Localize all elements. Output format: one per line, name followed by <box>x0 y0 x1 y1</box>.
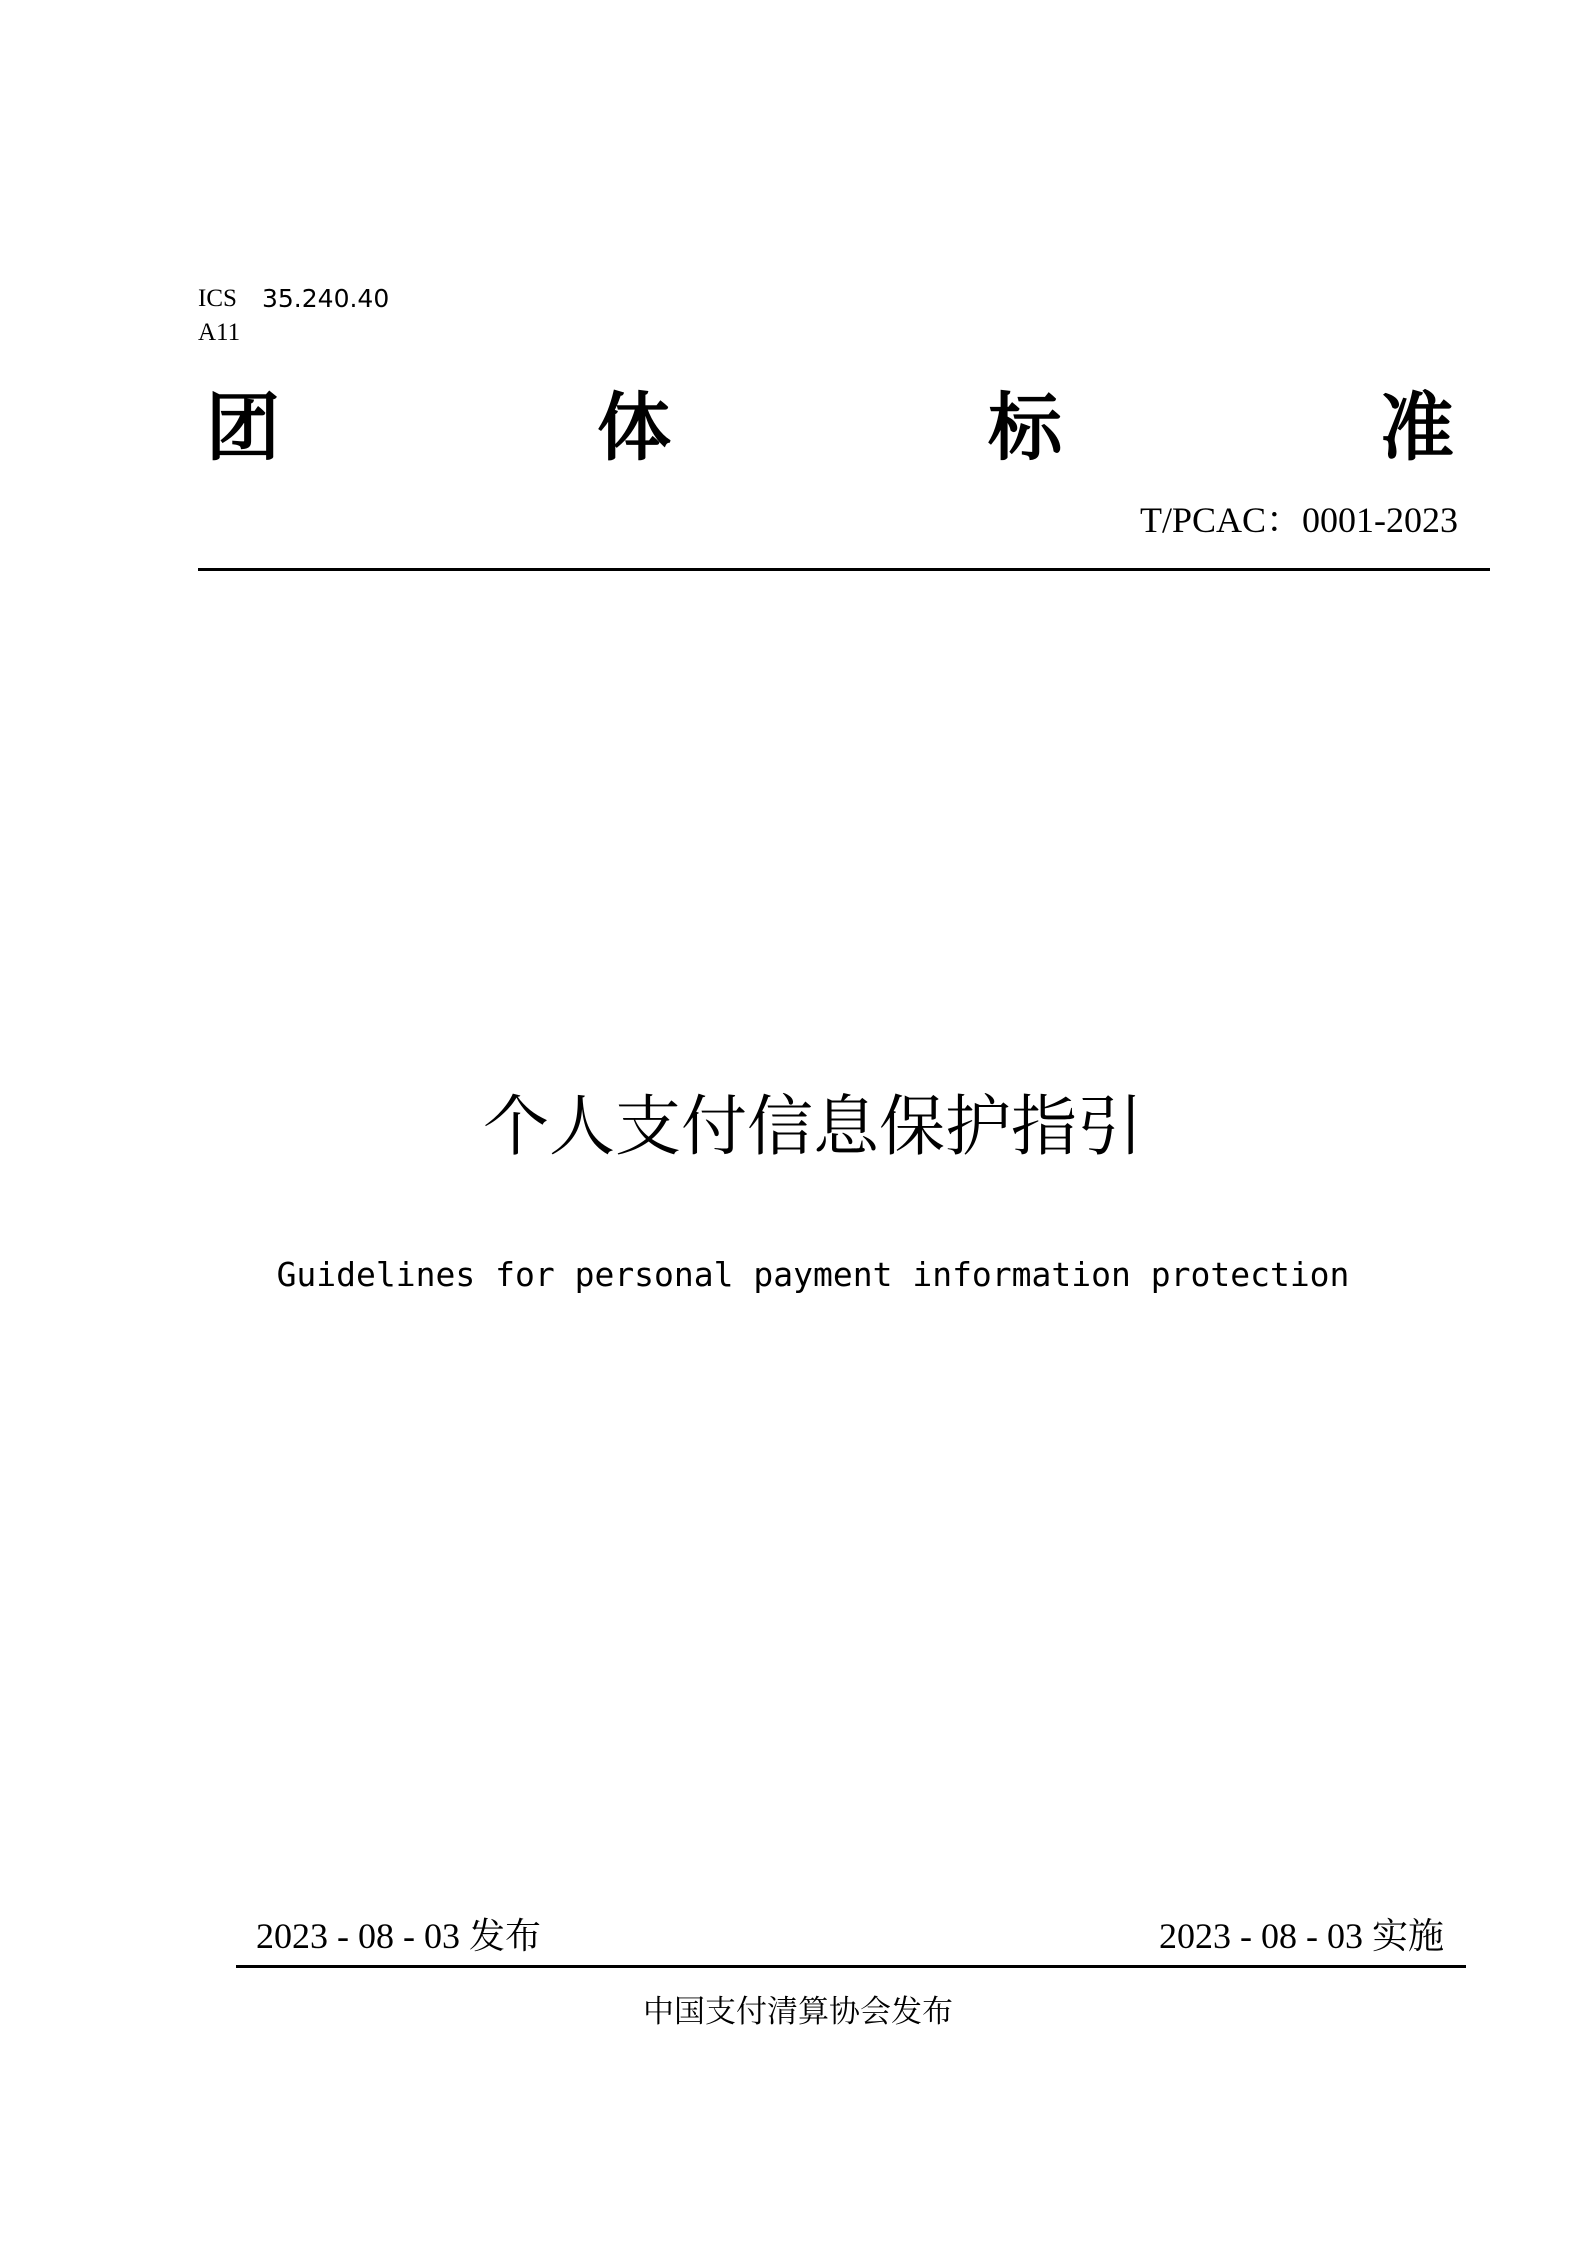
ics-label: ICS <box>198 285 237 312</box>
publication-date: 2023 - 08 - 03 发布 <box>256 1916 541 1956</box>
implementation-date: 2023 - 08 - 03 实施 <box>1159 1916 1444 1956</box>
standard-number: T/PCAC：0001-2023 <box>1139 500 1458 540</box>
header-divider <box>198 568 1490 571</box>
standard-type-char: 团 <box>206 385 280 471</box>
ics-code: 35.240.40 <box>262 284 390 313</box>
standard-type-char: 标 <box>988 385 1062 471</box>
standard-type-char: 准 <box>1380 385 1454 471</box>
footer-divider <box>236 1965 1466 1968</box>
document-title-zh: 个人支付信息保护指引 <box>483 1088 1143 1165</box>
document-title-en: Guidelines for personal payment information protection <box>276 1255 1350 1294</box>
publisher: 中国支付清算协会发布 <box>643 1994 953 2030</box>
standard-type-char: 体 <box>597 385 671 471</box>
ccs-code: A11 <box>198 319 241 346</box>
